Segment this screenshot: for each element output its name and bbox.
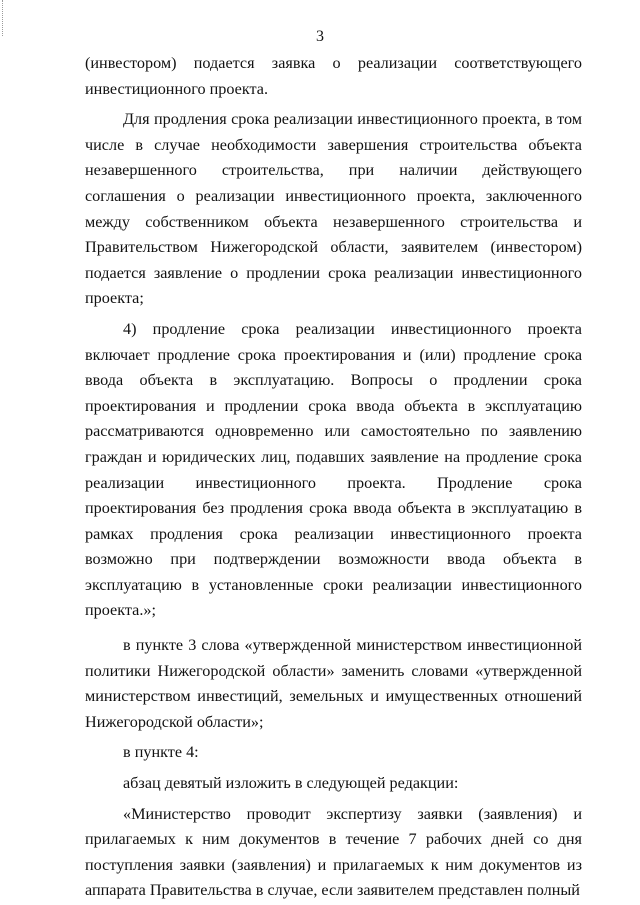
paragraph-point-4-heading: в пункте 4:: [123, 743, 199, 762]
paragraph-item-4: 4) продление срока реализации инвестиционного проекта включает продление срока проектирования и (или) продление срока ввода объекта в эксплуатацию. Вопросы о продлении срока проектирования и продлении срока ввода объекта в эксплуатацию рассматриваются одновременно или самостоятельно по заявлению граждан и юридических лиц, подавших заявление на продление срока реализации инвестиционного проекта. Продление срока проектирования без продления срока ввода объекта в эксплуатацию в рамках продления срока реализации инвестиционного проекта возможно при подтверждении возможности ввода объекта в эксплуатацию в установленные сроки реализации инвестиционного проекта.»;: [85, 319, 582, 620]
page-number: 3: [316, 28, 324, 45]
paragraph-ministry-expertise: «Министерство проводит экспертизу заявки (заявления) и прилагаемых к ним документов в течение 7 рабочих дней со дня поступления заявки (заявления) и прилагаемых к ним документов из аппарата Правительства в случае, если заявителем представлен полный: [85, 804, 582, 900]
paragraph-ninth-abzac: абзац девятый изложить в следующей редакции:: [123, 774, 459, 793]
paragraph-continuation: (инвестором) подается заявка о реализации соответствующего инвестиционного проекта.: [85, 54, 582, 98]
paragraph-extension-request: Для продления срока реализации инвестиционного проекта, в том числе в случае необходимости завершения строительства объекта незавершенного строительства, при наличии действующего соглашения о реализации инвестиционного проекта, заключенного между собственником объекта незавершенного строительства и Правительством Нижегородской области, заявителем (инвестором) подается заявление о продлении срока реализации инвестиционного проекта;: [85, 110, 582, 308]
paragraph-point-3-amendment: в пункте 3 слова «утвержденной министерством инвестиционной политики Нижегородской области» заменить словами «утвержденной министерством инвестиций, земельных и имущественных отношений Нижегородской области»;: [85, 636, 582, 731]
document-body: [85, 51, 582, 904]
